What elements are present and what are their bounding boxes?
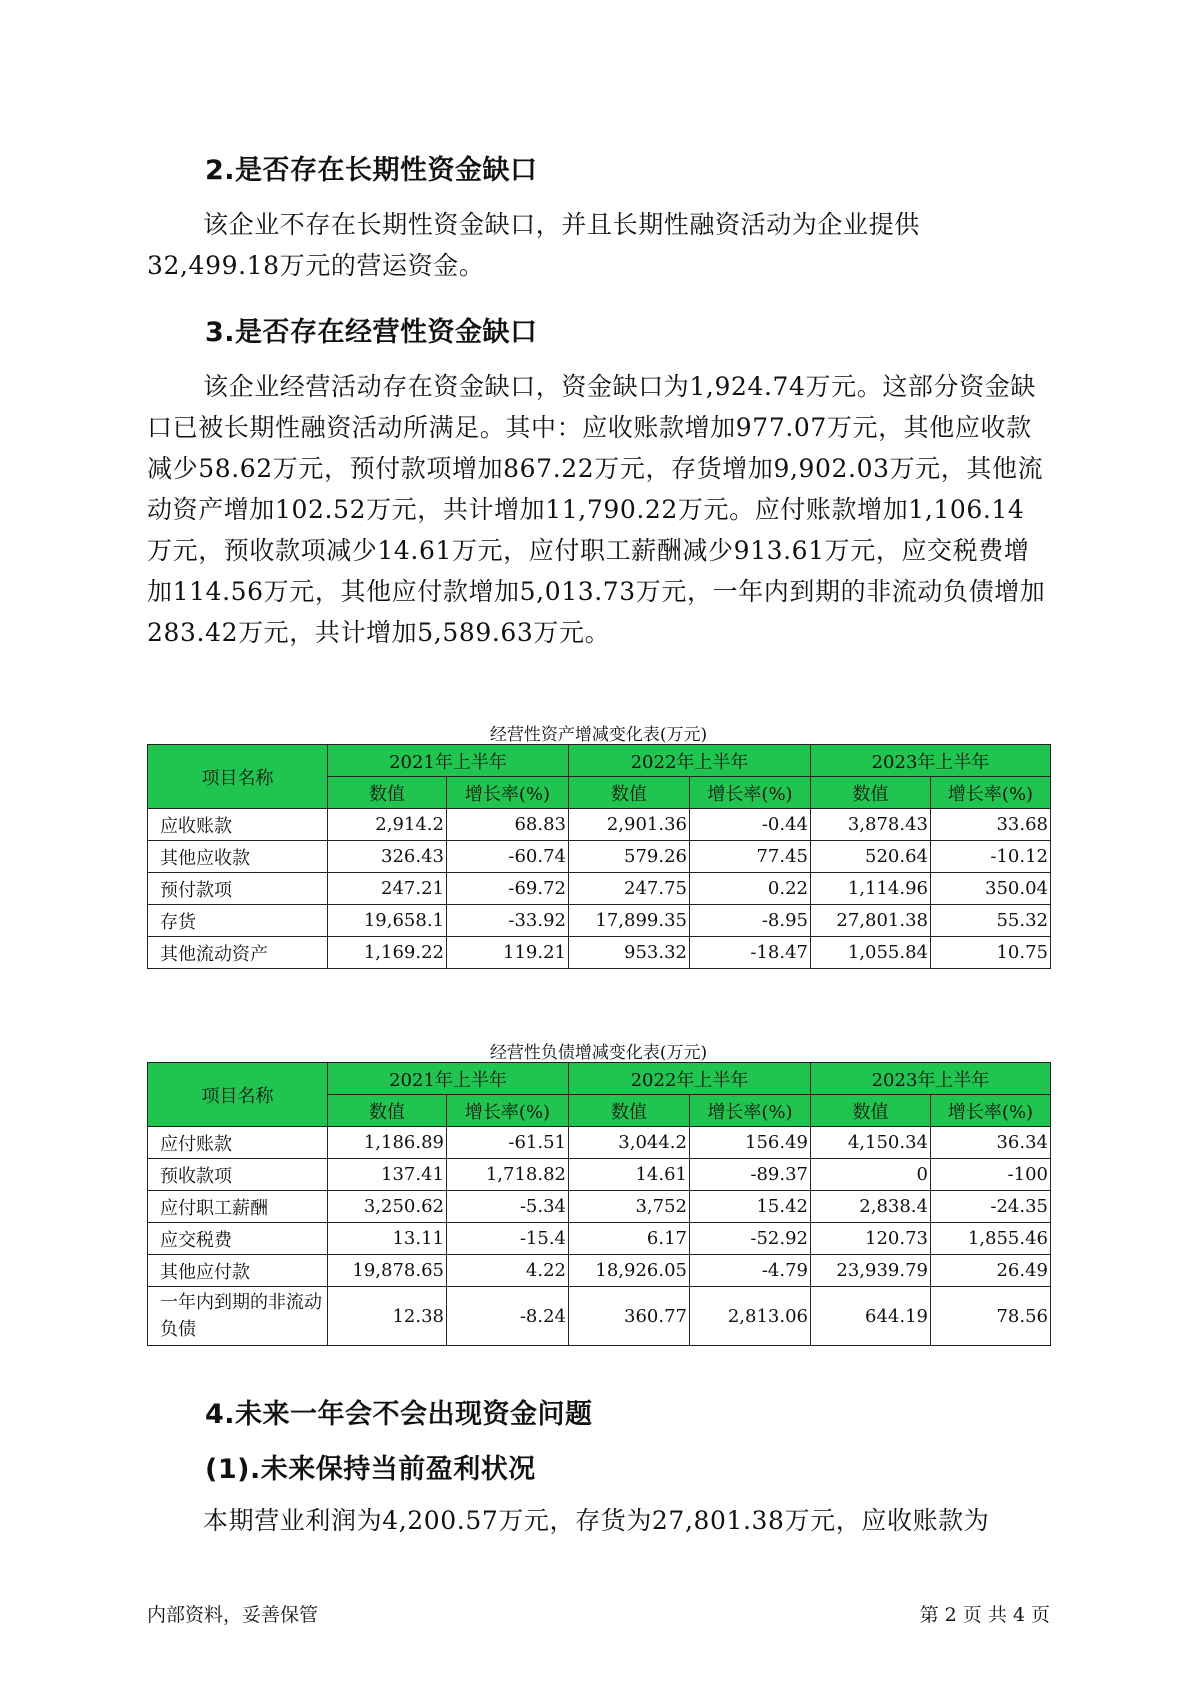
table-row bbox=[148, 1159, 1051, 1191]
cell-value: 3,250.62 bbox=[328, 1191, 447, 1223]
cell-value: 3,878.43 bbox=[811, 809, 931, 841]
row-item-name: 应付职工薪酬 bbox=[148, 1191, 328, 1223]
header-period: 2023年上半年 bbox=[811, 1063, 1051, 1095]
header-value: 数值 bbox=[811, 1095, 931, 1127]
header-growth: 增长率(%) bbox=[690, 777, 811, 809]
header-growth: 增长率(%) bbox=[447, 1095, 569, 1127]
cell-value: 18,926.05 bbox=[569, 1255, 690, 1287]
cell-growth-rate: 33.68 bbox=[931, 809, 1051, 841]
cell-value: 1,114.96 bbox=[811, 873, 931, 905]
table-row bbox=[148, 809, 1051, 841]
header-item-name: 项目名称 bbox=[148, 745, 328, 809]
cell-growth-rate: -69.72 bbox=[447, 873, 569, 905]
cell-value: 3,044.2 bbox=[569, 1127, 690, 1159]
cell-value: 12.38 bbox=[328, 1287, 447, 1346]
header-value: 数值 bbox=[569, 1095, 690, 1127]
cell-growth-rate: 350.04 bbox=[931, 873, 1051, 905]
header-growth: 增长率(%) bbox=[931, 1095, 1051, 1127]
row-item-name: 预付款项 bbox=[148, 873, 328, 905]
row-item-name: 一年内到期的非流动负债 bbox=[148, 1287, 328, 1346]
cell-value: 2,838.4 bbox=[811, 1191, 931, 1223]
cell-growth-rate: 15.42 bbox=[690, 1191, 811, 1223]
cell-value: 19,658.1 bbox=[328, 905, 447, 937]
cell-growth-rate: -24.35 bbox=[931, 1191, 1051, 1223]
footer-page-number: 第 2 页 共 4 页 bbox=[919, 1604, 1050, 1626]
cell-value: 247.21 bbox=[328, 873, 447, 905]
cell-value: 23,939.79 bbox=[811, 1255, 931, 1287]
row-item-name: 应付账款 bbox=[148, 1127, 328, 1159]
section-4-paragraph: 本期营业利润为4,200.57万元，存货为27,801.38万元，应收账款为 bbox=[203, 1506, 990, 1535]
section-4-heading: 4.未来一年会不会出现资金问题 bbox=[205, 1399, 593, 1430]
header-period: 2021年上半年 bbox=[328, 745, 569, 777]
cell-growth-rate: 2,813.06 bbox=[690, 1287, 811, 1346]
cell-growth-rate: 55.32 bbox=[931, 905, 1051, 937]
cell-value: 27,801.38 bbox=[811, 905, 931, 937]
cell-growth-rate: -4.79 bbox=[690, 1255, 811, 1287]
cell-value: 1,186.89 bbox=[328, 1127, 447, 1159]
cell-growth-rate: 156.49 bbox=[690, 1127, 811, 1159]
cell-value: 953.32 bbox=[569, 937, 690, 969]
cell-value: 4,150.34 bbox=[811, 1127, 931, 1159]
cell-growth-rate: 1,718.82 bbox=[447, 1159, 569, 1191]
table-row bbox=[148, 1191, 1051, 1223]
table-row bbox=[148, 1127, 1051, 1159]
row-item-name: 其他应收款 bbox=[148, 841, 328, 873]
cell-growth-rate: -89.37 bbox=[690, 1159, 811, 1191]
table-row bbox=[148, 1255, 1051, 1287]
cell-growth-rate: 77.45 bbox=[690, 841, 811, 873]
cell-growth-rate: 0.22 bbox=[690, 873, 811, 905]
cell-growth-rate: -5.34 bbox=[447, 1191, 569, 1223]
cell-growth-rate: 68.83 bbox=[447, 809, 569, 841]
section-3-heading: 3.是否存在经营性资金缺口 bbox=[205, 317, 538, 348]
assets-change-table bbox=[147, 744, 1051, 969]
footer-confidential-note: 内部资料，妥善保管 bbox=[147, 1604, 319, 1626]
cell-value: 1,055.84 bbox=[811, 937, 931, 969]
cell-value: 247.75 bbox=[569, 873, 690, 905]
cell-value: 14.61 bbox=[569, 1159, 690, 1191]
table-row bbox=[148, 905, 1051, 937]
section-2-heading: 2.是否存在长期性资金缺口 bbox=[205, 155, 538, 186]
section-3-paragraph: 该企业经营活动存在资金缺口，资金缺口为1,924.74万元。这部分资金缺口已被长期性融资活动所满足。其中：应收账款增加977.07万元，其他应收款减少58.62万元，预付款项增加867.22万元，存货增加9,902.03万元，其他流动资产增加102.52万元，共计增加11,790.22万元。应付账款增加1,106.14万元，预收款项减少14.61万元，应付职工薪酬减少913.61万元，应交税费增加114.56万元，其他应付款增加5,013.73万元，一年内到期的非流动负债增加283.42万元，共计增加5,589.63万元。 bbox=[147, 372, 1046, 647]
cell-value: 137.41 bbox=[328, 1159, 447, 1191]
cell-growth-rate: -10.12 bbox=[931, 841, 1051, 873]
header-period: 2023年上半年 bbox=[811, 745, 1051, 777]
liabilities-change-table bbox=[147, 1062, 1051, 1346]
table-1-caption: 经营性资产增减变化表(万元) bbox=[489, 725, 708, 745]
cell-growth-rate: 78.56 bbox=[931, 1287, 1051, 1346]
cell-growth-rate: -33.92 bbox=[447, 905, 569, 937]
cell-growth-rate: -52.92 bbox=[690, 1223, 811, 1255]
header-value: 数值 bbox=[328, 1095, 447, 1127]
header-period: 2021年上半年 bbox=[328, 1063, 569, 1095]
table-2-caption: 经营性负债增减变化表(万元) bbox=[489, 1043, 708, 1063]
cell-value: 520.64 bbox=[811, 841, 931, 873]
header-period: 2022年上半年 bbox=[569, 745, 811, 777]
cell-growth-rate: -18.47 bbox=[690, 937, 811, 969]
table-row bbox=[148, 841, 1051, 873]
cell-growth-rate: 26.49 bbox=[931, 1255, 1051, 1287]
cell-growth-rate: -8.95 bbox=[690, 905, 811, 937]
cell-growth-rate: 1,855.46 bbox=[931, 1223, 1051, 1255]
table-row bbox=[148, 1223, 1051, 1255]
table-row bbox=[148, 937, 1051, 969]
cell-value: 644.19 bbox=[811, 1287, 931, 1346]
cell-growth-rate: -60.74 bbox=[447, 841, 569, 873]
header-value: 数值 bbox=[328, 777, 447, 809]
header-growth: 增长率(%) bbox=[447, 777, 569, 809]
row-item-name: 其他应付款 bbox=[148, 1255, 328, 1287]
cell-value: 2,901.36 bbox=[569, 809, 690, 841]
cell-value: 360.77 bbox=[569, 1287, 690, 1346]
header-period: 2022年上半年 bbox=[569, 1063, 811, 1095]
cell-value: 17,899.35 bbox=[569, 905, 690, 937]
cell-value: 3,752 bbox=[569, 1191, 690, 1223]
row-item-name: 应收账款 bbox=[148, 809, 328, 841]
cell-growth-rate: -100 bbox=[931, 1159, 1051, 1191]
cell-growth-rate: 4.22 bbox=[447, 1255, 569, 1287]
row-item-name: 预收款项 bbox=[148, 1159, 328, 1191]
row-item-name: 应交税费 bbox=[148, 1223, 328, 1255]
row-item-name: 其他流动资产 bbox=[148, 937, 328, 969]
row-item-name: 存货 bbox=[148, 905, 328, 937]
cell-value: 1,169.22 bbox=[328, 937, 447, 969]
table-row bbox=[148, 873, 1051, 905]
header-growth: 增长率(%) bbox=[690, 1095, 811, 1127]
cell-growth-rate: 10.75 bbox=[931, 937, 1051, 969]
cell-value: 6.17 bbox=[569, 1223, 690, 1255]
cell-value: 19,878.65 bbox=[328, 1255, 447, 1287]
cell-value: 2,914.2 bbox=[328, 809, 447, 841]
section-2-paragraph: 该企业不存在长期性资金缺口，并且长期性融资活动为企业提供32,499.18万元的营运资金。 bbox=[147, 210, 920, 280]
cell-value: 120.73 bbox=[811, 1223, 931, 1255]
cell-growth-rate: 119.21 bbox=[447, 937, 569, 969]
cell-growth-rate: -61.51 bbox=[447, 1127, 569, 1159]
section-4-1-subheading: (1).未来保持当前盈利状况 bbox=[205, 1454, 536, 1485]
cell-value: 579.26 bbox=[569, 841, 690, 873]
cell-growth-rate: -8.24 bbox=[447, 1287, 569, 1346]
table-row bbox=[148, 1287, 1051, 1346]
cell-value: 13.11 bbox=[328, 1223, 447, 1255]
header-item-name: 项目名称 bbox=[148, 1063, 328, 1127]
cell-growth-rate: -0.44 bbox=[690, 809, 811, 841]
header-growth: 增长率(%) bbox=[931, 777, 1051, 809]
cell-growth-rate: -15.4 bbox=[447, 1223, 569, 1255]
cell-growth-rate: 36.34 bbox=[931, 1127, 1051, 1159]
header-value: 数值 bbox=[811, 777, 931, 809]
cell-value: 326.43 bbox=[328, 841, 447, 873]
header-value: 数值 bbox=[569, 777, 690, 809]
cell-value: 0 bbox=[811, 1159, 931, 1191]
